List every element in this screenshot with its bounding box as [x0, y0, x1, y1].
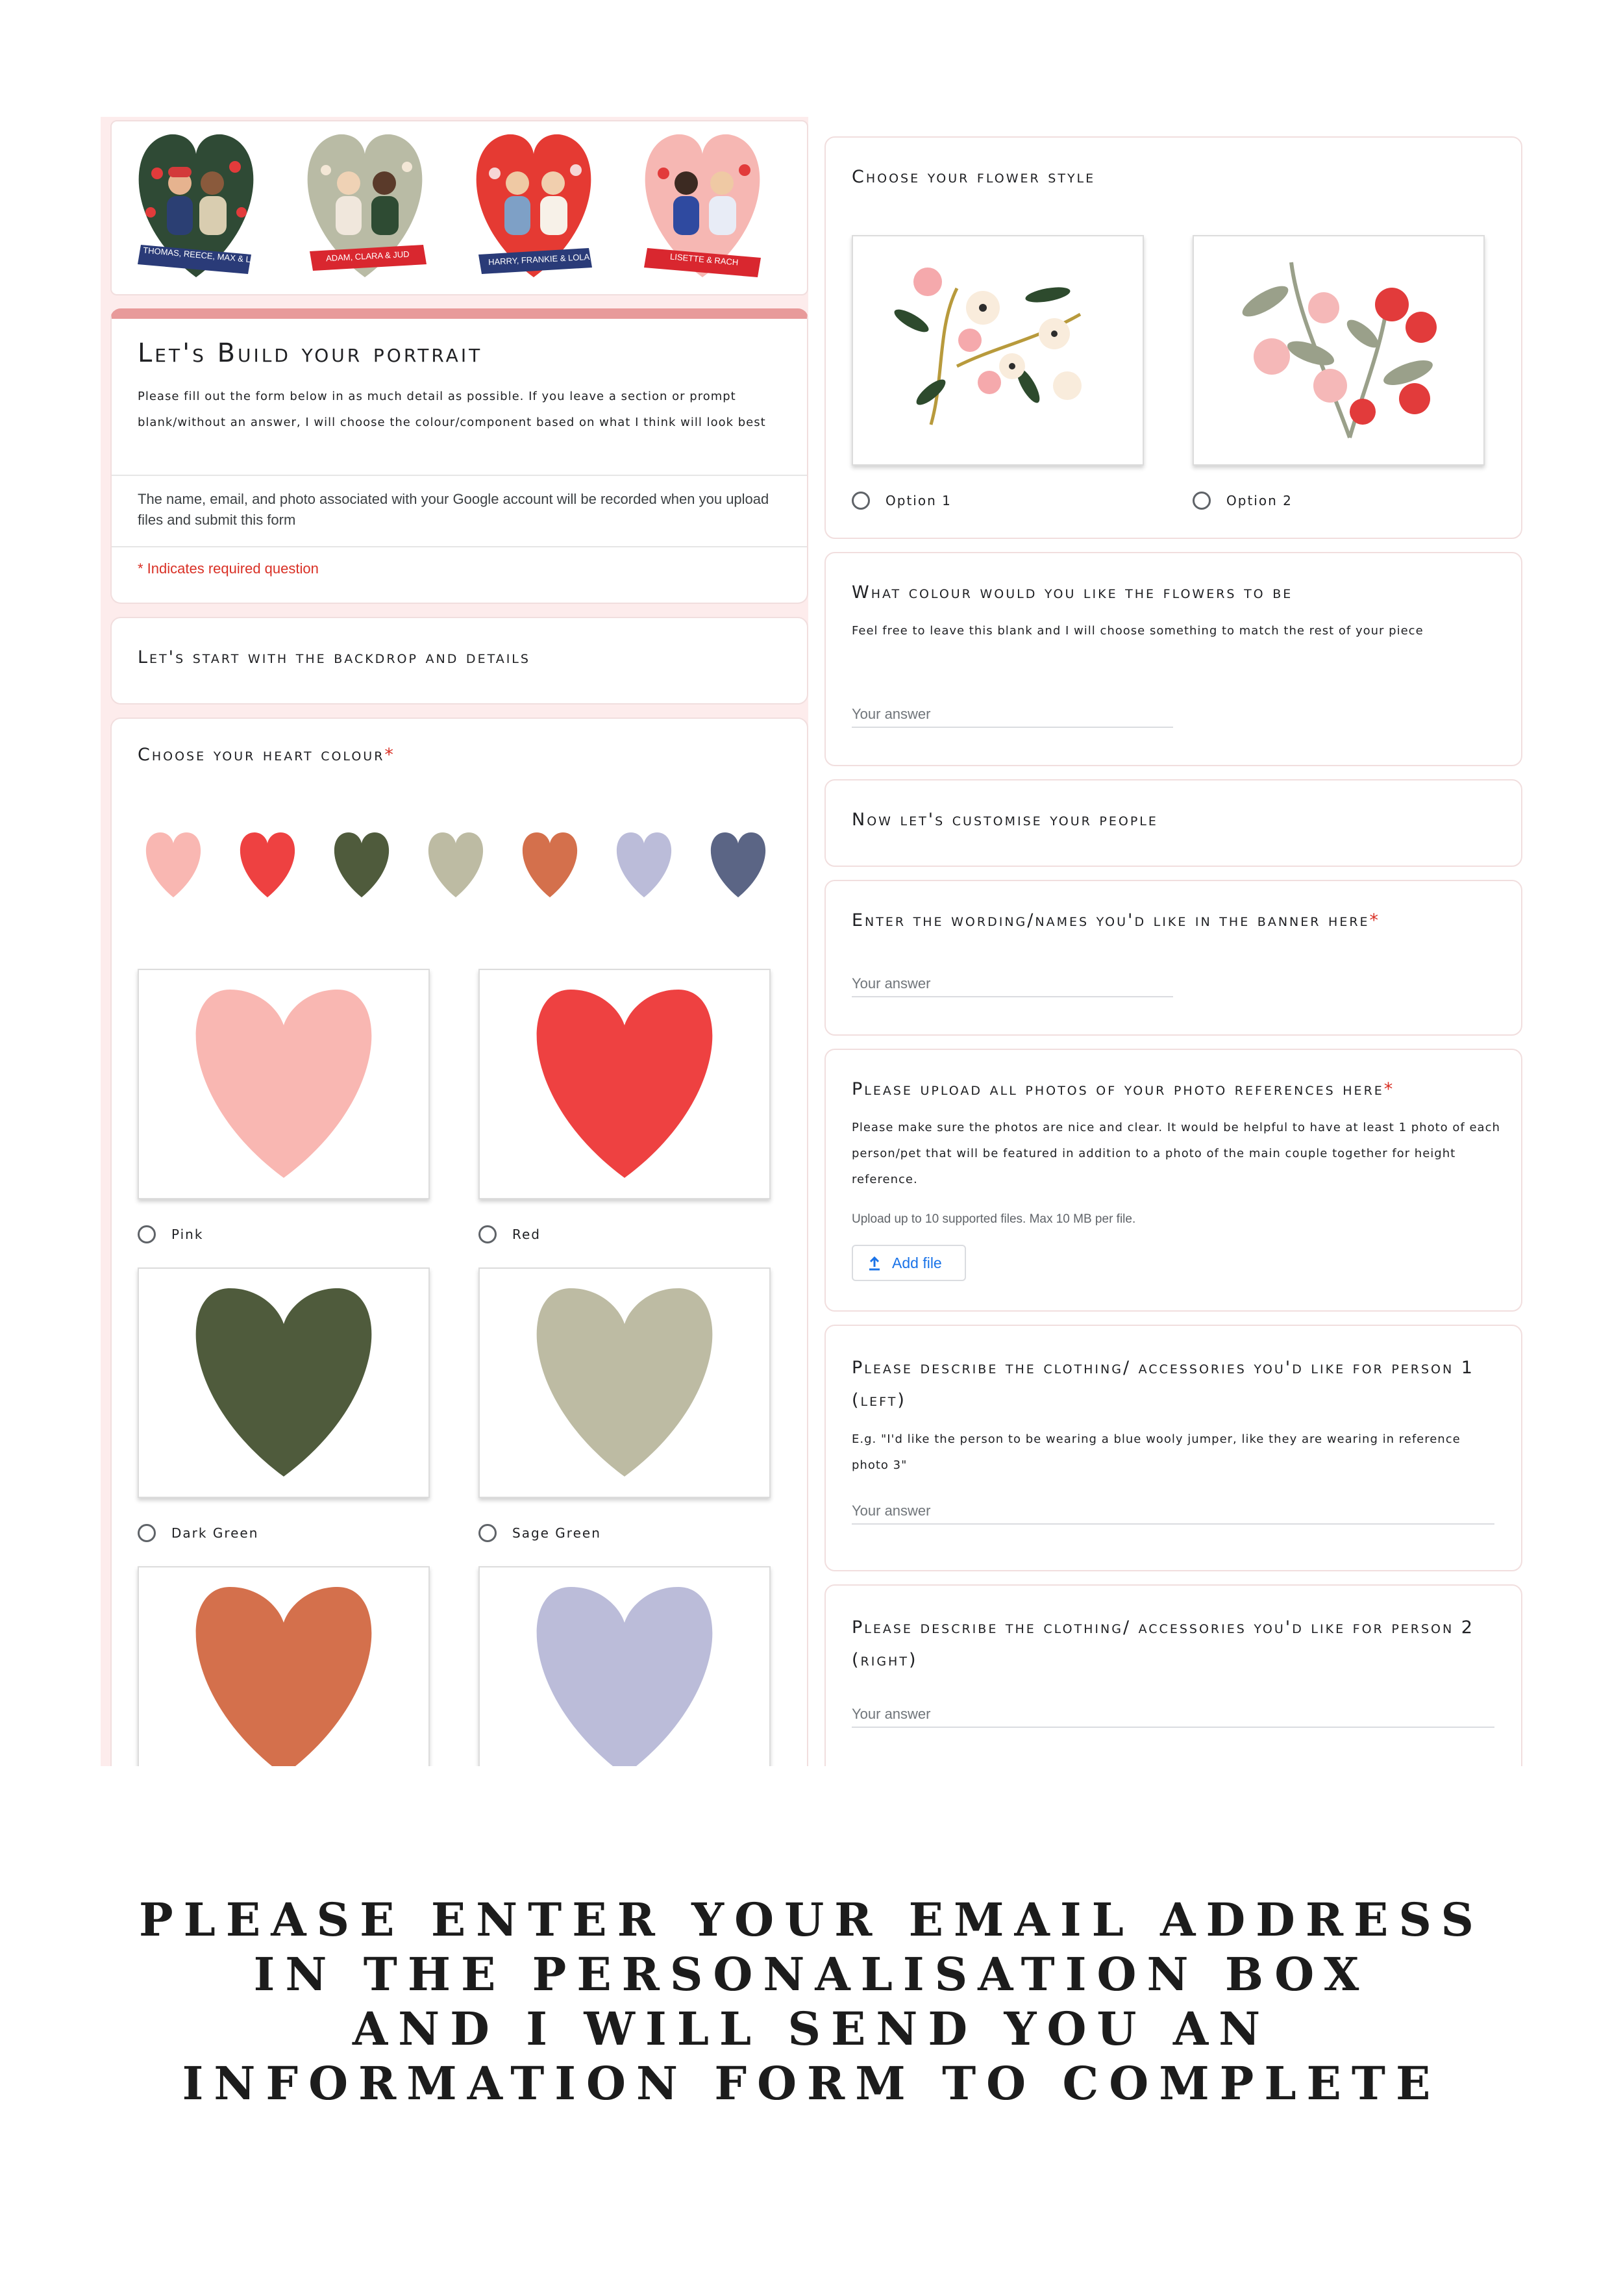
radio-flower-option-1[interactable]: [852, 492, 870, 510]
sage-green-heart-icon: [480, 1269, 769, 1497]
form-description: Please fill out the form below in as much detail as possible. If you leave a section or prompt blank/without an answer, I will choose the colour/component based on what I think will look best: [138, 390, 766, 429]
flower-style-title: Choose your flower style: [852, 167, 1096, 187]
banner-wording-title-row: [852, 910, 1378, 930]
flower-option-image-2[interactable]: [1193, 235, 1485, 466]
flower-colour-help: Feel free to leave this blank and I will choose something to match the rest of your piece: [852, 624, 1424, 638]
banner-caption-4: LISETTE & RACH: [669, 251, 739, 268]
banner-wording-title: Enter the wording/names you'd like in the banner here: [852, 910, 1370, 930]
radio-label-flower-option-2: Option 2: [1226, 493, 1293, 508]
person-1-input[interactable]: Your answer: [852, 1503, 1494, 1525]
flower-option-image-1[interactable]: [852, 235, 1144, 466]
form-column-right: [821, 117, 1526, 1766]
radio-label-sage-green: Sage Green: [512, 1525, 601, 1541]
banner-caption-1: THOMAS, REECE, MAX & LOLO: [142, 245, 269, 266]
form-divider-2: [112, 546, 807, 547]
heart-option-image-terracotta[interactable]: [138, 1566, 430, 1766]
radio-sage-green[interactable]: [478, 1524, 497, 1542]
section-backdrop-title: Let's start with the backdrop and details: [138, 647, 530, 668]
heart-swatch-sage: [428, 832, 483, 897]
heart-option-image-red[interactable]: [478, 969, 771, 1199]
question-banner-wording: [824, 880, 1522, 1036]
heart-colour-title-row: [138, 745, 393, 765]
heart-swatch-pink: [146, 832, 201, 897]
radio-label-dark-green: Dark Green: [171, 1525, 259, 1541]
heart-swatch-lilac: [617, 832, 671, 897]
question-heart-colour: [110, 718, 808, 1766]
section-people: [824, 779, 1522, 867]
required-note: * Indicates required question: [138, 560, 319, 577]
person-2-title: Please describe the clothing/ accessories you'd like for person 2 (right): [852, 1617, 1474, 1670]
lilac-heart-icon: [480, 1567, 769, 1766]
upload-icon: [866, 1255, 883, 1272]
required-asterisk: *: [384, 745, 393, 765]
account-notice: The name, email, and photo associated with your Google account will be recorded when you upload files and submit this form: [138, 491, 769, 528]
heart-swatch-terracotta: [523, 832, 577, 897]
person-2-input[interactable]: Your answer: [852, 1706, 1494, 1728]
pink-heart-icon: [139, 970, 428, 1198]
footer-line-3: AND I WILL SEND YOU AN: [352, 2002, 1271, 2056]
form-divider: [112, 475, 807, 476]
radio-label-pink: Pink: [171, 1227, 204, 1242]
question-flower-style: [824, 136, 1522, 539]
form-title-card: [110, 308, 808, 604]
required-asterisk: *: [1369, 910, 1379, 930]
upload-title-row: [852, 1079, 1393, 1099]
question-person-1: [824, 1325, 1522, 1571]
heart-colour-title: Choose your heart colour: [138, 745, 385, 765]
question-flower-colour: [824, 552, 1522, 766]
question-person-2: [824, 1584, 1522, 1766]
footer-line-1: PLEASE ENTER YOUR EMAIL ADDRESS: [139, 1893, 1484, 1947]
form-screenshot: [101, 117, 1526, 1766]
upload-title: Please upload all photos of your photo references here: [852, 1079, 1384, 1099]
add-file-label: Add file: [892, 1254, 942, 1271]
heart-option-image-sage-green[interactable]: [478, 1267, 771, 1498]
question-photo-upload: [824, 1049, 1522, 1312]
heart-option-image-lilac[interactable]: [478, 1566, 771, 1766]
flower-colour-title: What colour would you like the flowers to be: [852, 582, 1293, 603]
radio-pink[interactable]: [138, 1225, 156, 1243]
person-1-help: E.g. "I'd like the person to be wearing a blue wooly jumper, like they are wearing in reference photo 3": [852, 1432, 1461, 1472]
heart-option-image-dark-green[interactable]: [138, 1267, 430, 1498]
red-heart-icon: [480, 970, 769, 1198]
flower-bouquet-2-icon: [1194, 236, 1483, 464]
footer-line-4: INFORMATION FORM TO COMPLETE: [182, 2056, 1441, 2110]
heart-swatch-red: [240, 832, 295, 897]
heart-swatch-navy: [711, 832, 765, 897]
heart-swatch-row: [138, 823, 787, 907]
banner-caption-2: ADAM, CLARA & JUD: [325, 249, 410, 264]
banner-wording-input[interactable]: Your answer: [852, 975, 1173, 997]
add-file-button[interactable]: [852, 1245, 966, 1281]
section-backdrop: [110, 617, 808, 705]
banner-caption-3: HARRY, FRANKIE & LOLA: [488, 251, 590, 268]
form-title: Let's Build your portrait: [138, 338, 483, 368]
header-banner: [110, 120, 808, 295]
flower-bouquet-1-icon: [853, 236, 1143, 464]
form-column-left: [101, 117, 808, 1766]
banner-illustration: [112, 121, 808, 295]
upload-limits: Upload up to 10 supported files. Max 10 MB per file.: [852, 1212, 1136, 1226]
footer-line-2: IN THE PERSONALISATION BOX: [253, 1947, 1370, 2001]
person-1-title: Please describe the clothing/ accessories you'd like for person 1 (left): [852, 1358, 1474, 1410]
heart-swatch-dark-green: [334, 832, 389, 897]
terracotta-heart-icon: [139, 1567, 428, 1766]
radio-label-red: Red: [512, 1227, 541, 1242]
heart-option-image-pink[interactable]: [138, 969, 430, 1199]
radio-flower-option-2[interactable]: [1193, 492, 1211, 510]
radio-red[interactable]: [478, 1225, 497, 1243]
dark-green-heart-icon: [139, 1269, 428, 1497]
required-asterisk: *: [1383, 1079, 1393, 1099]
upload-help: Please make sure the photos are nice and clear. It would be helpful to have at least 1 photo of each person/pet that will be featured in addition to a photo of the main couple together for height reference.: [852, 1121, 1500, 1186]
flower-colour-input[interactable]: Your answer: [852, 706, 1173, 728]
radio-dark-green[interactable]: [138, 1524, 156, 1542]
radio-label-flower-option-1: Option 1: [886, 493, 952, 508]
section-people-title: Now let's customise your people: [852, 810, 1158, 830]
